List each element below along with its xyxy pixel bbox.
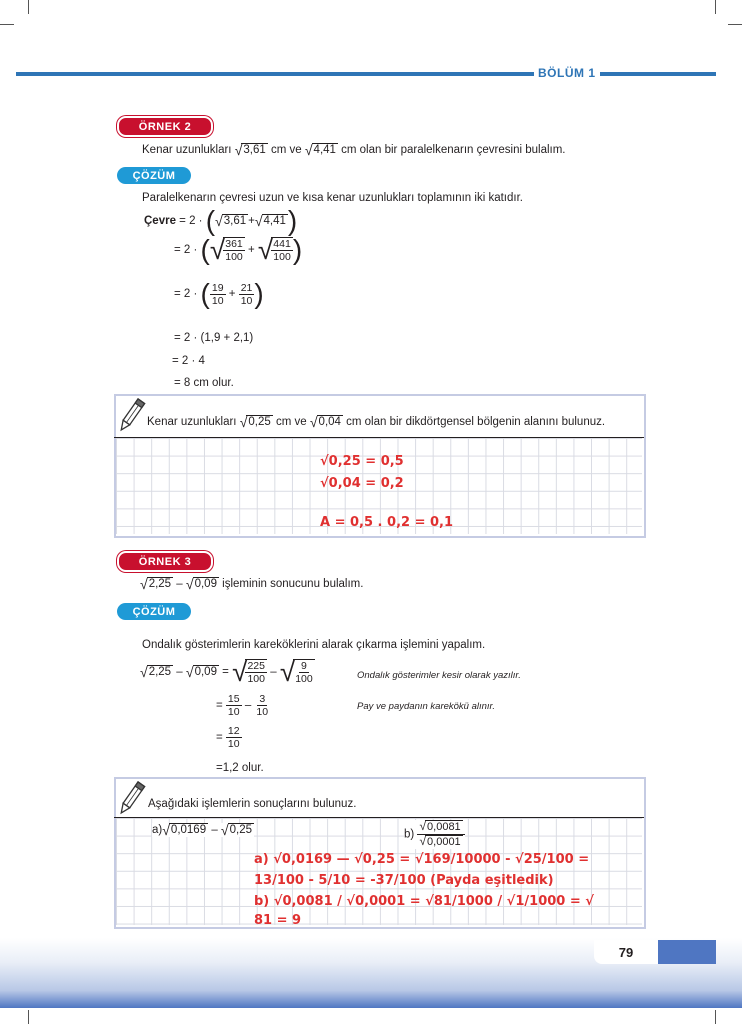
- sqrt-fraction: √ $\frac{441}{100}$: [257, 234, 291, 265]
- crop-mark: [728, 24, 742, 25]
- crop-mark: [715, 1010, 716, 1024]
- solution-label: ÇÖZÜM: [117, 603, 191, 620]
- fraction: $\frac{19}{10}$: [211, 281, 224, 307]
- example-2-label: ÖRNEK 2: [117, 116, 213, 137]
- sqrt-expression: √ 0,0169: [162, 822, 207, 838]
- handwritten-answer-line: b) √0,0081 / √0,0001 = √81/1000 / √1/1000 = √: [254, 894, 594, 909]
- sqrt-expression: √ 0,04: [309, 414, 341, 430]
- page-number: 79: [594, 940, 658, 964]
- solution-3-line-1: √ 2,25 – √ 0,09 = √ $\frac{225}{100}$ – √ $\frac{9}{100}$: [140, 656, 313, 687]
- sqrt-expression: √ 0,09: [185, 664, 217, 680]
- activity-2-item-b: b) √ 0,0081 √ 0,0001: [404, 820, 465, 849]
- fraction: $\frac{21}{10}$: [240, 281, 253, 307]
- solution-3-line-2: = $\frac{15}{10}$ – $\frac{3}{10}$: [216, 693, 269, 718]
- chapter-title: BÖLÜM 1: [534, 66, 600, 80]
- solution-label: ÇÖZÜM: [117, 167, 191, 184]
- side-note: Pay ve paydanın karekökü alınır.: [357, 701, 496, 712]
- sqrt-expression: √ 3,61: [234, 142, 266, 158]
- example-2-question: [142, 143, 566, 157]
- sqrt-expression: √ 4,41: [254, 213, 286, 229]
- side-note: Ondalık gösterimler kesir olarak yazılır.: [357, 670, 521, 681]
- handwritten-answer-line: A = 0,5 . 0,2 = 0,1: [320, 515, 454, 530]
- sqrt-expression: √ 0,25: [239, 414, 271, 430]
- fraction: $\frac{15}{10}$: [227, 693, 240, 718]
- handwritten-answer-line: 13/100 - 5/10 = -37/100 (Payda eşitledik): [254, 873, 554, 888]
- solution-intro: Paralelkenarın çevresi uzun ve kısa kenar uzunlukları toplamının iki katıdır.: [142, 192, 523, 204]
- pencil-icon: [116, 779, 146, 819]
- cevre-label: Çevre: [144, 215, 176, 228]
- activity-divider: [114, 817, 644, 818]
- fraction: √ 0,0081 √ 0,0001: [417, 820, 464, 849]
- crop-mark: [0, 24, 14, 25]
- example-3-label: ÖRNEK 3: [117, 551, 213, 572]
- question-text: cm ve: [270, 144, 302, 157]
- handwritten-answer-line: 81 = 9: [254, 913, 302, 928]
- solution-intro: Ondalık gösterimlerin kareköklerini alarak çıkarma işlemini yapalım.: [142, 639, 486, 651]
- sqrt-expression: √ 2,25: [140, 664, 172, 680]
- example-3-question: √ 2,25 – √ 0,09 işleminin sonucunu bulalım.: [140, 576, 364, 592]
- handwritten-answer-line: √0,04 = 0,2: [320, 476, 404, 491]
- activity-2-instruction: Aşağıdaki işlemlerin sonuçlarını bulunuz.: [148, 798, 357, 810]
- sqrt-expression: √ 0,25: [220, 822, 252, 838]
- solution-line-3: = 2 · ( $\frac{19}{10}$ + $\frac{21}{10}$ ): [174, 278, 264, 309]
- sqrt-fraction: √ $\frac{9}{100}$: [279, 656, 313, 687]
- crop-mark: [715, 0, 716, 14]
- sqrt-expression: √ 0,09: [185, 576, 217, 592]
- handwritten-answer-line: √0,25 = 0,5: [320, 454, 404, 469]
- fraction: $\frac{3}{10}$: [256, 693, 269, 718]
- sqrt-expression: √ 4,41: [304, 142, 336, 158]
- crop-mark: [28, 1010, 29, 1024]
- solution-3-line-3: = $\frac{12}{10}$: [216, 725, 240, 750]
- solution-line-4: = 2 · (1,9 + 2,1): [174, 332, 254, 344]
- solution-line-2: = 2 · ( √ $\frac{361}{100}$ + √ $\frac{441}{100}$ ): [174, 234, 303, 265]
- question-text: Kenar uzunlukları: [142, 144, 232, 157]
- crop-mark: [28, 0, 29, 14]
- sqrt-fraction: √ $\frac{225}{100}$: [232, 656, 265, 687]
- sqrt-expression: √ 2,25: [140, 576, 172, 592]
- solution-3-final: =1,2 olur.: [216, 762, 264, 774]
- solution-line-6: = 8 cm olur.: [174, 377, 234, 389]
- solution-line-1: Çevre = 2 · ( √ 3,61 + √ 4,41 ): [144, 205, 298, 236]
- sqrt-expression: √ 3,61: [215, 213, 247, 229]
- activity-2-item-a: a) √ 0,0169 – √ 0,25: [152, 822, 252, 838]
- header-rule: [16, 72, 716, 76]
- activity-divider: [114, 437, 644, 438]
- page-strip: [658, 940, 716, 964]
- solution-line-5: = 2 · 4: [172, 355, 205, 367]
- sqrt-fraction: √ $\frac{361}{100}$: [209, 234, 243, 265]
- fraction: $\frac{12}{10}$: [227, 725, 240, 750]
- handwritten-answer-line: a) √0,0169 — √0,25 = √169/10000 - √25/100 =: [254, 852, 590, 867]
- question-text: cm olan bir paralelkenarın çevresini bulalım.: [341, 144, 566, 157]
- pencil-icon: [116, 396, 146, 436]
- activity-1-question: Kenar uzunlukları √ 0,25 cm ve √ 0,04 cm olan bir dikdörtgensel bölgenin alanını bulunuz.: [147, 414, 606, 430]
